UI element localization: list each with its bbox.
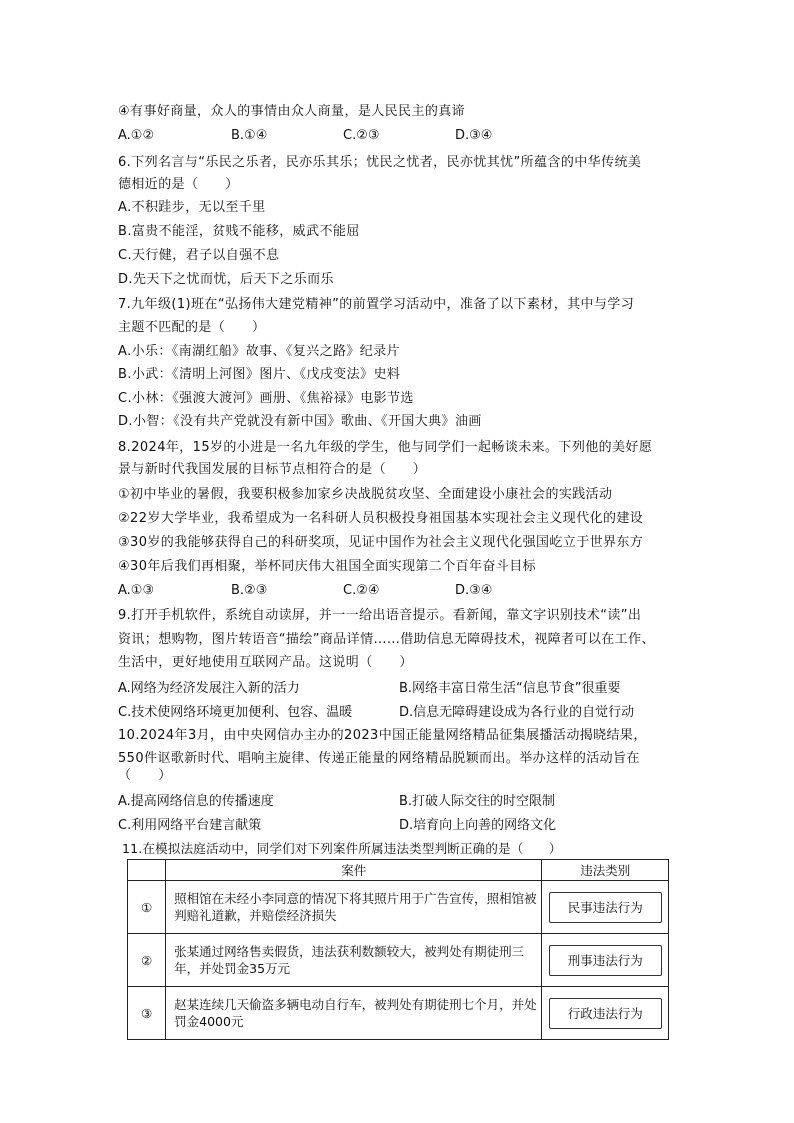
row-number: ② bbox=[128, 934, 166, 987]
header-case: 案件 bbox=[166, 860, 542, 881]
q5-option-c[interactable]: C.②③ bbox=[343, 128, 380, 143]
q6-stem-line-1: 6.下列名言与“乐民之乐者，民亦乐其乐；忧民之忧者，民亦忧其忧”所蕴含的中华传统美 bbox=[118, 155, 642, 170]
q7-option-c[interactable]: C.小林：《强渡大渡河》画册、《焦裕禄》电影节选 bbox=[118, 391, 414, 406]
row-number: ③ bbox=[128, 987, 166, 1040]
header-number bbox=[128, 860, 166, 881]
q6-option-d[interactable]: D.先天下之忧而忧，后天下之乐而乐 bbox=[118, 272, 334, 287]
row-type bbox=[542, 987, 669, 1040]
q6-option-b[interactable]: B.富贵不能淫，贫贱不能移，威武不能屈 bbox=[118, 224, 360, 239]
q11-stem: 11.在模拟法庭活动中，同学们对下列案件所属违法类型判断正确的是（ ） bbox=[122, 841, 562, 856]
q9-stem-line-2: 资讯；想购物，图片转语音“描绘”商品详情……借助信息无障碍技术，视障者可以在工作、 bbox=[118, 632, 655, 647]
q9-stem-line-3: 生活中，更好地使用互联网产品。这说明（ ） bbox=[118, 655, 413, 670]
row-type bbox=[542, 881, 669, 934]
q8-option-b[interactable]: B.②③ bbox=[231, 583, 268, 598]
q10-option-b[interactable]: B.打破人际交往的时空限制 bbox=[399, 794, 556, 809]
table-row bbox=[128, 881, 669, 934]
q8-option-d[interactable]: D.③④ bbox=[455, 583, 493, 598]
row-case-text: 赵某连续几天偷盗多辆电动自行车，被判处有期徒刑七个月，并处罚金4000元 bbox=[174, 997, 537, 1029]
row-case-text: 张某通过网络售卖假货，违法获利数额较大，被判处有期徒刑三年，并处罚金35万元 bbox=[174, 944, 525, 976]
row-number: ① bbox=[128, 881, 166, 934]
header-type: 违法类别 bbox=[542, 860, 669, 881]
row-case bbox=[166, 987, 542, 1040]
q9-option-d[interactable]: D.信息无障碍建设成为各行业的自觉行动 bbox=[399, 705, 635, 720]
row-case bbox=[166, 934, 542, 987]
q8-stem-line-2: 景与新时代我国发展的目标节点相符合的是（ ） bbox=[118, 462, 427, 477]
q7-option-b[interactable]: B.小武：《清明上河图》图片、《戊戌变法》史料 bbox=[118, 367, 401, 382]
row-type-text: 刑事违法行为 bbox=[549, 945, 662, 976]
q10-option-c[interactable]: C.利用网络平台建言献策 bbox=[118, 818, 262, 833]
row-case-text: 照相馆在未经小李同意的情况下将其照片用于广告宣传，照相馆被判赔礼道歉，并赔偿经济损失 bbox=[174, 891, 537, 923]
row-type bbox=[542, 934, 669, 987]
q8-statement-2: ②22岁大学毕业，我希望成为一名科研人员积极投身祖国基本实现社会主义现代化的建设 bbox=[118, 511, 644, 526]
q10-stem-line-3: （ ） bbox=[118, 768, 172, 783]
q8-option-a[interactable]: A.①③ bbox=[118, 583, 155, 598]
q7-option-d[interactable]: D.小智：《没有共产党就没有新中国》歌曲、《开国大典》油画 bbox=[118, 414, 482, 429]
table-row bbox=[128, 987, 669, 1040]
q6-stem-line-2: 德相近的是（ ） bbox=[118, 177, 239, 192]
q8-option-c[interactable]: C.②④ bbox=[343, 583, 380, 598]
q5-option-a[interactable]: A.①② bbox=[118, 128, 155, 143]
q10-option-a[interactable]: A.提高网络信息的传播速度 bbox=[118, 794, 274, 809]
q10-stem-line-2: 550件讴歌新时代、唱响主旋律、传递正能量的网络精品脱颖而出。举办这样的活动旨在 bbox=[118, 751, 640, 766]
q6-option-a[interactable]: A.不积跬步，无以至千里 bbox=[118, 200, 266, 215]
row-case bbox=[166, 881, 542, 934]
q5-option-d[interactable]: D.③④ bbox=[455, 128, 493, 143]
q6-option-c[interactable]: C.天行健，君子以自强不息 bbox=[118, 248, 280, 263]
q8-statement-3: ③30岁的我能够获得自己的科研奖项，见证中国作为社会主义现代化强国屹立于世界东方 bbox=[118, 535, 644, 550]
q10-stem-line-1: 10.2024年3月，由中央网信办主办的2023中国正能量网络精品征集展播活动揭晓结果， bbox=[118, 728, 647, 743]
q7-stem-line-1: 7.九年级(1)班在“弘扬伟大建党精神”的前置学习活动中，准备了以下素材，其中与学习 bbox=[118, 297, 635, 312]
case-table-header bbox=[128, 860, 669, 881]
row-type-text: 行政违法行为 bbox=[549, 998, 662, 1029]
q9-stem-line-1: 9.打开手机软件，系统自动读屏，并一一给出语音提示。看新闻，靠文字识别技术“读”出 bbox=[118, 608, 642, 623]
q5-option-b[interactable]: B.①④ bbox=[231, 128, 268, 143]
q9-option-b[interactable]: B.网络丰富日常生活“信息节食”很重要 bbox=[399, 681, 621, 696]
q8-statement-4: ④30年后我们再相聚，举杯同庆伟大祖国全面实现第二个百年奋斗目标 bbox=[118, 559, 536, 574]
case-table bbox=[127, 859, 669, 1040]
q8-statement-1: ①初中毕业的暑假，我要积极参加家乡决战脱贫攻坚、全面建设小康社会的实践活动 bbox=[118, 487, 613, 502]
q9-option-c[interactable]: C.技术使网络环境更加便利、包容、温暖 bbox=[118, 705, 353, 720]
q7-option-a[interactable]: A.小乐：《南湖红船》故事、《复兴之路》纪录片 bbox=[118, 344, 400, 359]
q9-option-a[interactable]: A.网络为经济发展注入新的活力 bbox=[118, 681, 300, 696]
q7-stem-line-2: 主题不匹配的是（ ） bbox=[118, 320, 266, 335]
q10-option-d[interactable]: D.培育向上向善的网络文化 bbox=[399, 818, 557, 833]
q5-statement-4: ④有事好商量，众人的事情由众人商量，是人民民主的真谛 bbox=[118, 104, 466, 119]
q8-stem-line-1: 8.2024年，15岁的小进是一名九年级的学生，他与同学们一起畅谈未来。下列他的美好愿 bbox=[118, 440, 653, 455]
table-row bbox=[128, 934, 669, 987]
row-type-text: 民事违法行为 bbox=[549, 892, 662, 923]
